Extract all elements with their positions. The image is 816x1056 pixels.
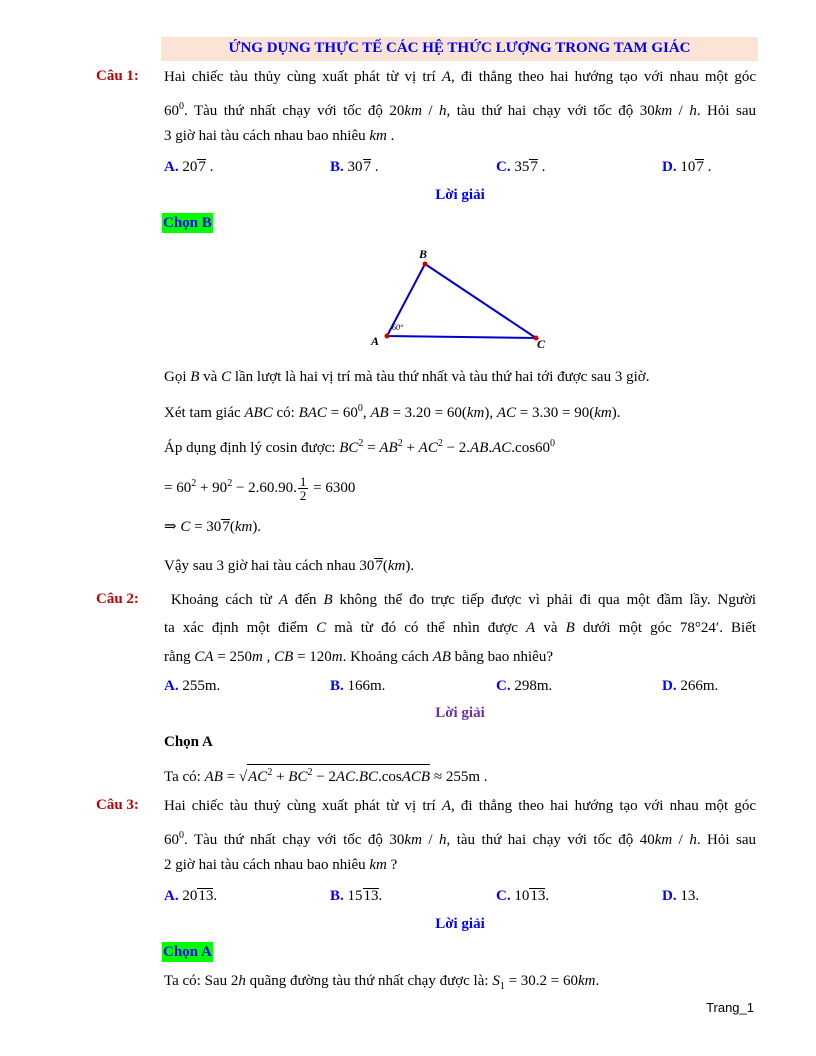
q1-solution-line-1: Gọi B và C lần lượt là hai vị trí mà tàu thứ nhất và tàu thứ hai tới được sau 3 giờ.	[164, 369, 650, 385]
q3-option-b[interactable]: B. 1513.	[330, 888, 383, 904]
q3-line-2: $60^0$. Tàu thứ nhất chạy với tốc độ 30km / h, tàu thứ hai chạy với tốc độ 40km / h. Hỏi sau	[164, 830, 756, 848]
q3-line-1: Hai chiếc tàu thuỷ cùng xuất phát từ vị trí A, đi thẳng theo hai hướng tạo với nhau một góc	[164, 798, 757, 814]
q1-option-a[interactable]: A. 207 .	[164, 159, 214, 175]
q1-option-b[interactable]: B. 307 .	[330, 159, 379, 175]
q1-solution-line-4: = $60^2 + 90^2 - 2.60.90$. $\frac{1}{2}$ = 6300	[164, 474, 356, 504]
q1-line-2: $60^0$. Tàu thứ nhất chạy với tốc độ 20km / h, tàu thứ hai chạy với tốc độ 30km / h. Hỏi sau	[164, 101, 756, 119]
q2-option-b[interactable]: B. 166m.	[330, 678, 386, 694]
q1-option-c[interactable]: C. 357 .	[496, 159, 546, 175]
q2-line-1: Khoảng cách từ A đến B không thể đo trực tiếp được vì phải đi qua một đầm lầy. Người	[170, 592, 757, 608]
q3-option-d[interactable]: D. 13.	[662, 888, 700, 904]
q1-option-d[interactable]: D. 107 .	[662, 159, 712, 175]
triangle-abc	[387, 264, 536, 338]
page-number: Trang_1	[706, 1000, 754, 1015]
label-a: A	[371, 334, 380, 348]
q3-solution-line-1: Ta có: Sau 2h quãng đường tàu thứ nhất chạy được là: $S_1 = 30.2 = 60km$.	[164, 973, 600, 992]
q1-solution-line-2: Xét tam giác ABC có: BAC = $60^0$, AB = 3.20 = 60(km), AC = 3.30 = 90(km).	[164, 403, 621, 421]
q1-choice: Chọn B	[163, 215, 212, 231]
label-b: B	[419, 247, 428, 261]
q2-solution-heading: Lời giải	[435, 705, 485, 721]
label-c: C	[537, 337, 546, 351]
q2-option-c[interactable]: C. 298m.	[496, 678, 553, 694]
angle-label: 60°	[392, 323, 404, 332]
q1-solution-heading: Lời giải	[435, 187, 485, 203]
q3-choice: Chọn A	[163, 944, 212, 960]
point-b	[423, 262, 428, 267]
q2-option-a[interactable]: A. 255m.	[164, 678, 221, 694]
q1-solution-line-6: Vậy sau 3 giờ hai tàu cách nhau 307(km).	[164, 558, 415, 574]
q1-line-1: Hai chiếc tàu thủy cùng xuất phát từ vị trí A, đi thẳng theo hai hướng tạo với nhau một góc	[164, 69, 757, 85]
q3-line-3: 2 giờ hai tàu cách nhau bao nhiêu km ?	[164, 857, 398, 873]
q1-solution-line-5: ⇒ C = 307(km).	[164, 519, 262, 535]
point-a	[385, 334, 390, 339]
q3-option-c[interactable]: C. 1013.	[496, 888, 550, 904]
q1-solution-line-3: Áp dụng định lý cosin được: $BC^2 = AB^2 + AC^2 - 2.AB.AC.\cos 60^0$	[164, 438, 556, 456]
q2-line-2: ta xác định một điểm C mà từ đó có thể nhìn được A và B dưới một góc 78°24′. Biết	[164, 620, 757, 636]
question-3-label: Câu 3:	[96, 797, 139, 813]
q3-option-a[interactable]: A. 2013.	[164, 888, 218, 904]
q2-choice: Chọn A	[164, 734, 213, 750]
question-1-label: Câu 1:	[96, 68, 139, 84]
q3-solution-heading: Lời giải	[435, 916, 485, 932]
page-title: ỨNG DỤNG THỰC TẾ CÁC HỆ THỨC LƯỢNG TRONG TAM GIÁC	[161, 37, 758, 61]
q2-solution-line-1: Ta có: AB = $√AC^2 + BC^2$ − 2AC.BC.cosACB ≈ 255m .	[164, 764, 488, 787]
question-2-label: Câu 2:	[96, 591, 139, 607]
triangle-diagram	[350, 244, 550, 352]
q1-line-3: 3 giờ hai tàu cách nhau bao nhiêu km .	[164, 128, 395, 144]
q2-line-3: rằng CA = 250m , CB = 120m. Khoảng cách AB bằng bao nhiêu?	[164, 649, 553, 665]
q2-option-d[interactable]: D. 266m.	[662, 678, 719, 694]
